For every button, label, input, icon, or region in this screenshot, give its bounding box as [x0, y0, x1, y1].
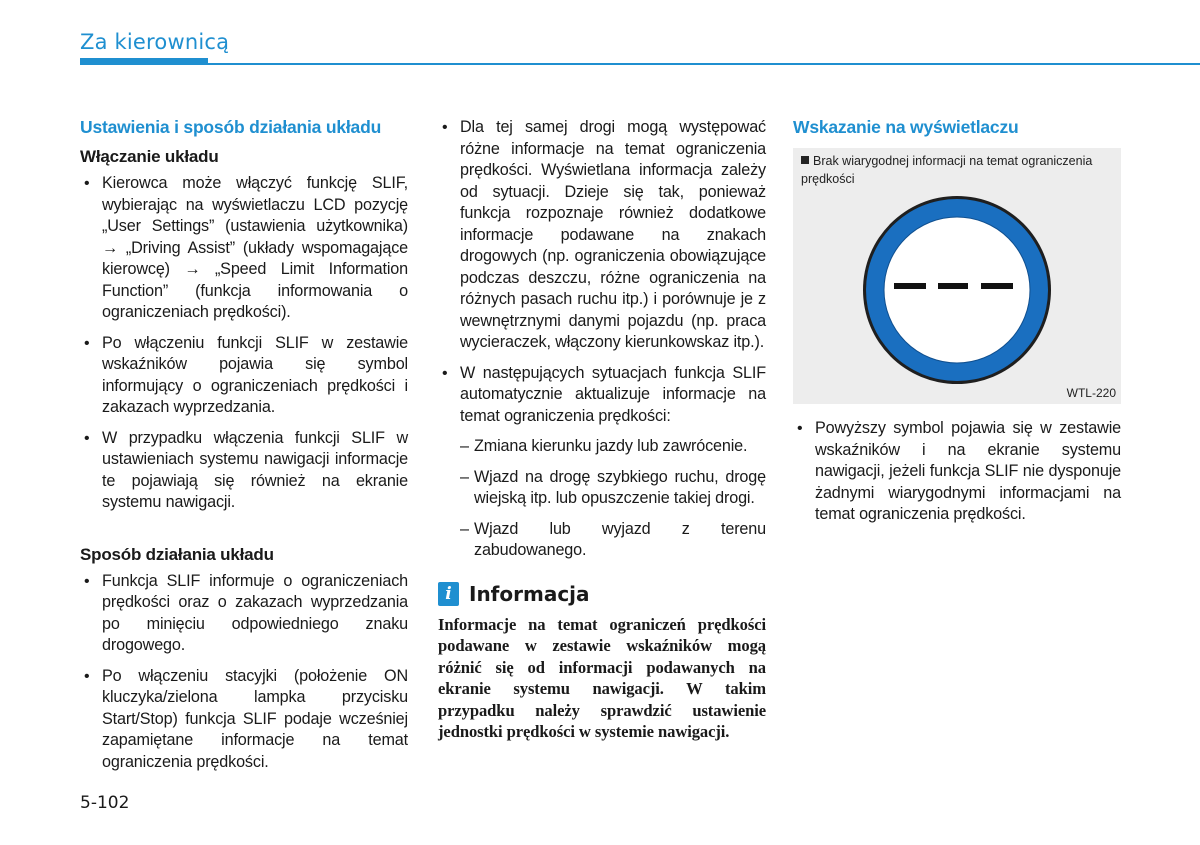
- dash-bar: [894, 283, 926, 289]
- dash-list: [460, 436, 766, 562]
- page-header-title: Za kierownicą: [80, 30, 230, 54]
- dash-item: – Wjazd lub wyjazd z terenu zabudowanego.: [460, 519, 766, 562]
- figure-code: WTL-220: [1066, 386, 1116, 400]
- column-right: [793, 117, 1121, 535]
- figure-caption-text: Brak wiarygodnej informacji na temat ograniczenia prędkości: [801, 154, 1093, 186]
- info-icon: i: [438, 582, 459, 606]
- column-left: [80, 117, 408, 782]
- subtitle-enabling: Włączanie układu: [80, 147, 219, 166]
- section-title-display: Wskazanie na wyświetlaczu: [793, 117, 1019, 137]
- list-item: • W przypadku włączenia funkcji SLIF w ustawieniach systemu nawigacji informacje te pojawiają się również na ekranie systemu nawigacji.: [80, 428, 408, 514]
- figure-panel: [793, 148, 1121, 404]
- figure-caption: [801, 152, 1111, 188]
- header-rule: [80, 63, 1200, 65]
- list-item: • Kierowca może włączyć funkcję SLIF, wybierając na wyświetlaczu LCD pozycję „User Settings” (ustawienia użytkownika) → „Driving Assist” (układy wspomagające kierowcę) → „Speed Limit Information Function” (funkcja informowania o ograniczeniach prędkości).: [80, 173, 408, 324]
- sign-inner-white: [884, 217, 1030, 363]
- info-text: Informacje na temat ograniczeń prędkości podawane w zestawie wskaźników mogą różnić się od informacji podawanych na ekranie systemu nawigacji. W takim przypadku należy sprawdzić ustawienie jednostki prędkości w systemie nawigacji.: [438, 614, 766, 741]
- info-label: Informacja: [469, 581, 590, 606]
- list-operation: [80, 571, 408, 774]
- caption-square-icon: [801, 156, 809, 164]
- subtitle-operation: Sposób działania układu: [80, 544, 274, 564]
- list-right: [793, 418, 1121, 526]
- dash-bar: [981, 283, 1013, 289]
- list-item: • Powyższy symbol pojawia się w zestawie wskaźników i na ekranie systemu nawigacji, jeżeli funkcja SLIF nie dysponuje żadnymi wiarygodnymi informacjami na temat ograniczenia prędkości.: [793, 418, 1121, 526]
- list-item: • Po włączeniu stacyjki (położenie ON kluczyka/zielona lampka przycisku Start/Stop) funkcja SLIF podaje wcześniej zapamiętane informacje na temat ograniczenia prędkości.: [80, 666, 408, 774]
- page-number: 5-102: [80, 793, 130, 813]
- list-item: • Funkcja SLIF informuje o ograniczeniach prędkości oraz o zakazach wyprzedzania po minięciu odpowiedniego znaku drogowego.: [80, 571, 408, 657]
- list-item: • Dla tej samej drogi mogą występować różne informacje na temat ograniczenia prędkości. Wyświetlana informacja zależy od sytuacji. Dzieje się tak, ponieważ funkcja rozpoznaje również dodatkowe informacje podawane na znakach drogowych (np. ograniczenia obowiązujące podczas deszczu, różne ograniczenia na różnych pasach ruchu itp.) i porównuje je z wewnętrznymi danymi pojazdu (np. praca wycieraczek, włączony kierunkowskaz itp.).: [438, 117, 766, 354]
- info-header: [438, 582, 766, 606]
- no-speed-limit-sign-icon: [861, 194, 1053, 386]
- section-title-settings: Ustawienia i sposób działania układu: [80, 117, 382, 137]
- dash-bar: [938, 283, 968, 289]
- list-item: [438, 363, 766, 428]
- dash-item: – Zmiana kierunku jazdy lub zawrócenie.: [460, 436, 766, 458]
- list-enabling: [80, 173, 408, 514]
- column-middle: [438, 117, 766, 743]
- dash-item: – Wjazd na drogę szybkiego ruchu, drogę wiejską itp. lub opuszczenie takiej drogi.: [460, 467, 766, 510]
- list-middle: [438, 117, 766, 427]
- list-item-text: W następujących sytuacjach funkcja SLIF automatycznie aktualizuje informacje na temat ograniczenia prędkości:: [460, 363, 766, 425]
- list-item: • Po włączeniu funkcji SLIF w zestawie wskaźników pojawia się symbol informujący o ograniczeniach prędkości i zakazach wyprzedzania.: [80, 333, 408, 419]
